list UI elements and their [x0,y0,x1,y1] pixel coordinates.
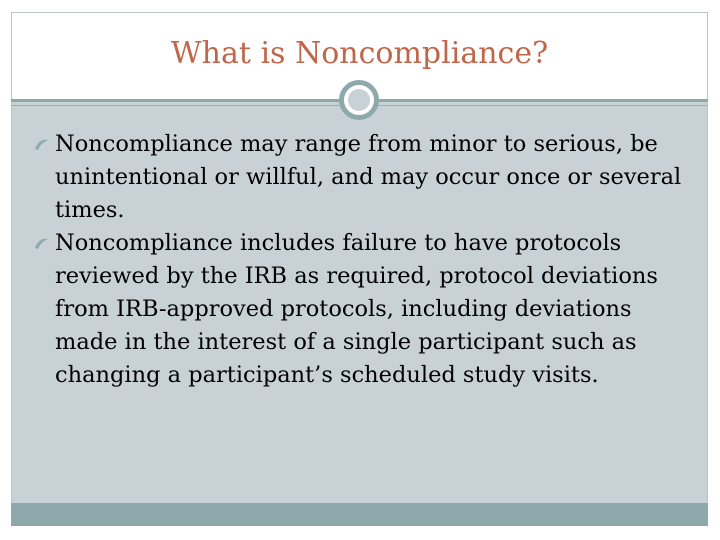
bullet-text: Noncompliance includes failure to have protocols reviewed by the IRB as required, protocol deviations from IRB-approved protocols, including deviations made in the interest of a single participant such as changing a participant’s scheduled study visits. [55,230,658,388]
bullet-text: Noncompliance may range from minor to serious, be unintentional or willful, and may occur once or several times. [55,131,682,223]
bullet-item-1 [33,128,693,227]
swoosh-bullet-icon [33,236,49,252]
footer-band [11,503,708,526]
bullet-list [33,128,693,392]
ring-icon [339,80,379,120]
swoosh-bullet-icon [33,137,49,153]
bullet-item-2 [33,227,693,392]
slide-title: What is Noncompliance? [170,36,549,71]
